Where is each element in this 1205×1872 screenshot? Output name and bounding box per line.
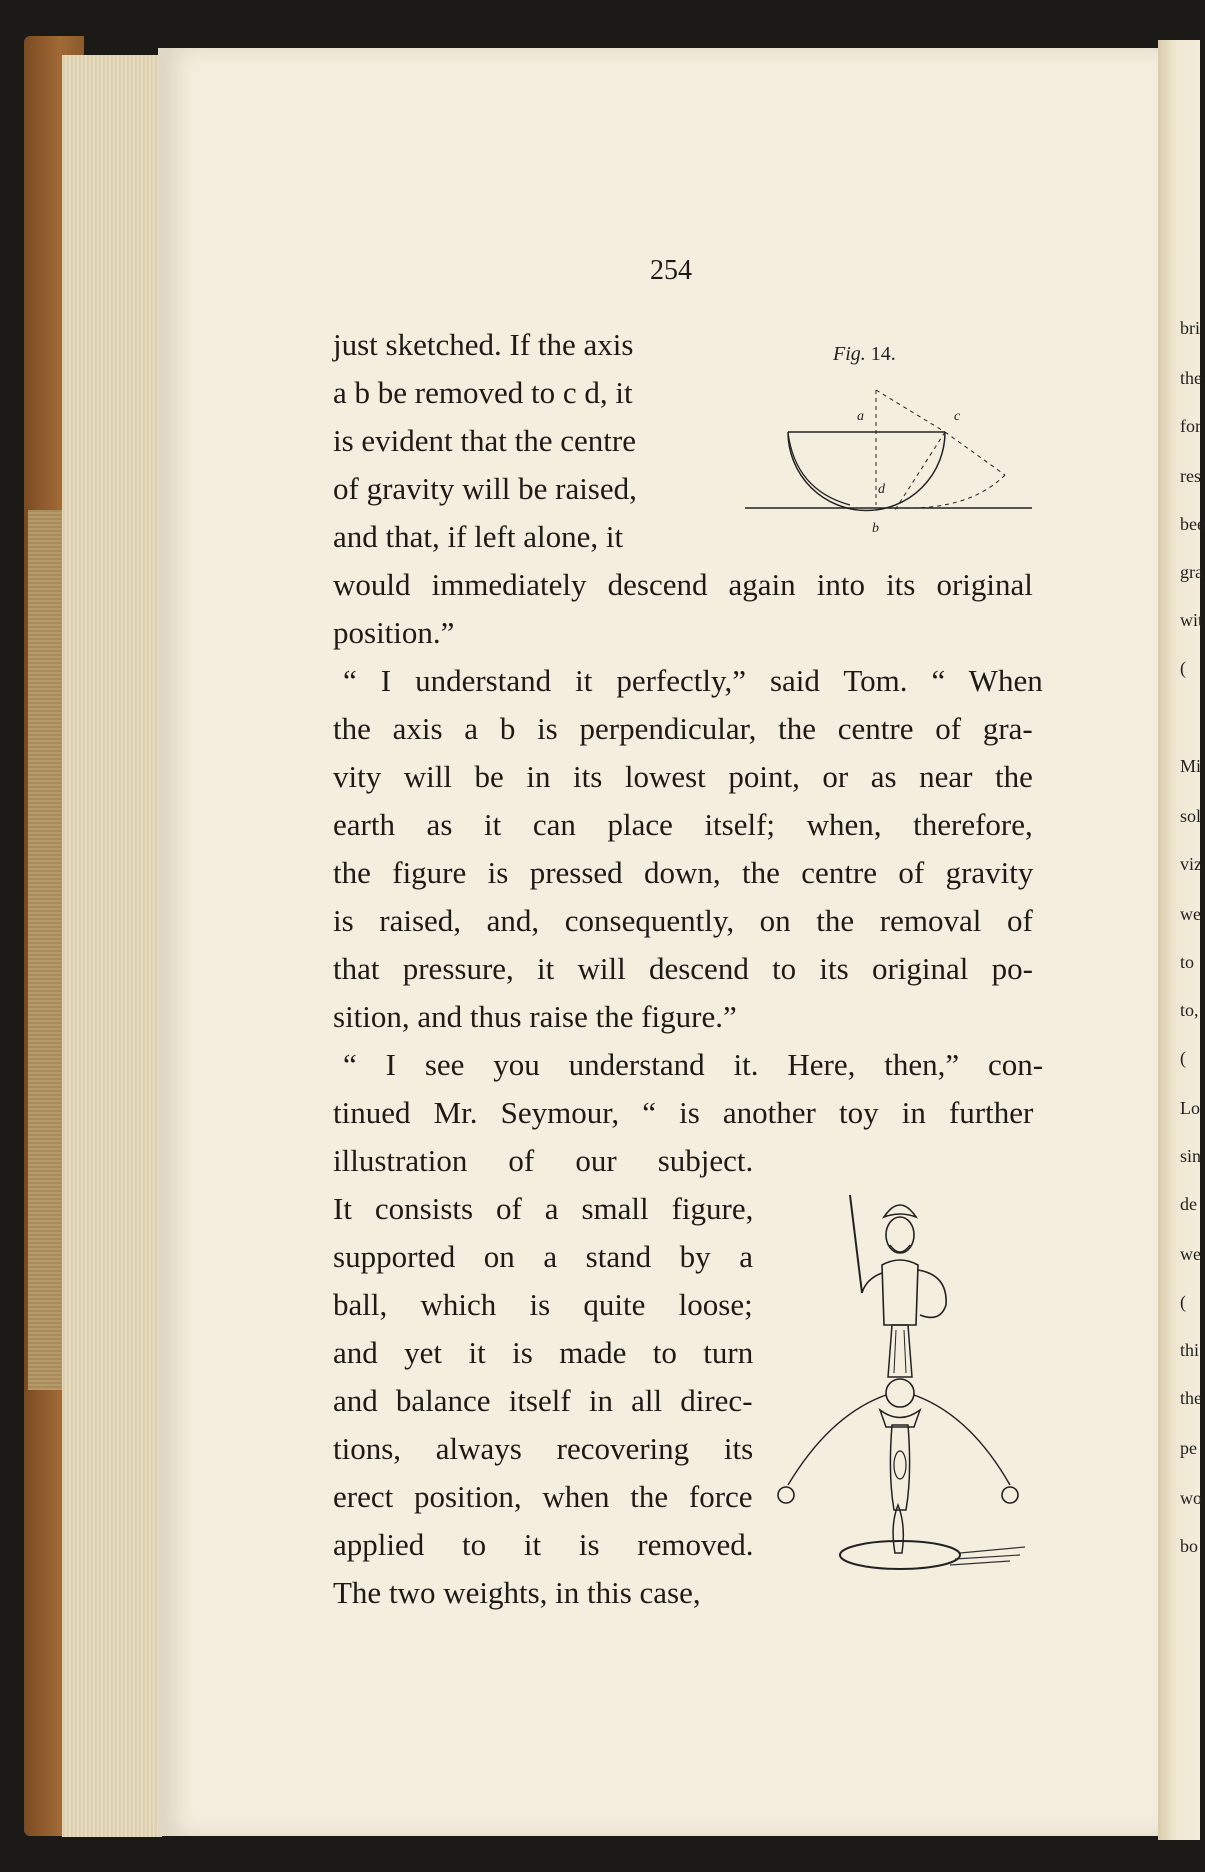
facing-page-fragments xyxy=(1180,0,1205,1872)
text-line-10: vity will be in its lowest point, or as near the xyxy=(333,759,1033,794)
fragment: for xyxy=(1180,416,1201,436)
fragment: res xyxy=(1180,466,1201,486)
text-line-14: that pressure, it will descend to its original po- xyxy=(333,951,1033,986)
fragment: gra xyxy=(1180,562,1203,582)
fragment: viz xyxy=(1180,854,1202,874)
text-line-22: and yet it is made to turn xyxy=(333,1335,754,1370)
text-line-19: It consists of a small figure, xyxy=(333,1191,754,1226)
fragment: to, xyxy=(1180,1000,1199,1020)
figure-14-diagram xyxy=(740,370,1040,540)
label-d: d xyxy=(878,482,885,497)
figure-caption xyxy=(833,343,896,366)
fragment: the xyxy=(1180,1388,1202,1408)
text-line-6: would immediately descend again into its original xyxy=(333,567,1033,602)
figure-caption-number: 14. xyxy=(870,343,896,365)
fragment: ( xyxy=(1180,1048,1186,1068)
text-line-15: sition, and thus raise the figure.” xyxy=(333,999,737,1034)
text-line-5: and that, if left alone, it xyxy=(333,519,624,554)
figure-caption-prefix: Fig. xyxy=(833,343,866,365)
text-line-4: of gravity will be raised, xyxy=(333,471,637,506)
text-line-8: “ I understand it perfectly,” said Tom. “ When xyxy=(343,663,1043,698)
text-line-9: the axis a b is perpendicular, the centre of gra- xyxy=(333,711,1033,746)
fragment: bee xyxy=(1180,514,1205,534)
text-line-23: and balance itself in all direc- xyxy=(333,1383,753,1418)
fragment: the xyxy=(1180,368,1202,388)
text-line-17: tinued Mr. Seymour, “ is another toy in further xyxy=(333,1095,1034,1130)
text-line-21: ball, which is quite loose; xyxy=(333,1287,753,1322)
fragment: Mi xyxy=(1180,756,1202,776)
fragment: bo xyxy=(1180,1536,1198,1556)
fragment: wo xyxy=(1180,1488,1202,1508)
text-line-27: The two weights, in this case, xyxy=(333,1575,701,1610)
fragment: we xyxy=(1180,904,1201,924)
fragment: pe xyxy=(1180,1438,1197,1458)
text-line-11: earth as it can place itself; when, therefore, xyxy=(333,807,1033,842)
label-b: b xyxy=(872,521,879,536)
fragment: sin xyxy=(1180,1146,1202,1166)
fragment: to xyxy=(1180,952,1195,972)
fragment: de xyxy=(1180,1194,1197,1214)
fragment: Lo xyxy=(1180,1098,1200,1118)
fragment: wit xyxy=(1180,610,1204,630)
fragment: thi xyxy=(1180,1340,1200,1360)
page-number: 254 xyxy=(650,255,692,286)
fragment: sol xyxy=(1180,806,1202,826)
text-line-24: tions, always recovering its xyxy=(333,1431,754,1466)
text-line-26: applied to it is removed. xyxy=(333,1527,754,1562)
text-line-3: is evident that the centre xyxy=(333,423,636,458)
balancing-toy-illustration xyxy=(770,1155,1040,1595)
fragment: ( xyxy=(1180,1292,1186,1312)
text-line-12: the figure is pressed down, the centre of gravity xyxy=(333,855,1034,890)
label-c: c xyxy=(954,409,961,424)
text-line-13: is raised, and, consequently, on the removal of xyxy=(333,903,1033,938)
fragment: we xyxy=(1180,1244,1201,1264)
label-a: a xyxy=(857,409,864,424)
text-line-18: illustration of our subject. xyxy=(333,1143,754,1178)
text-line-20: supported on a stand by a xyxy=(333,1239,753,1274)
cloth-binding xyxy=(28,510,62,1390)
text-line-7: position.” xyxy=(333,615,455,650)
text-line-1: just sketched. If the axis xyxy=(333,327,634,362)
fragment: bri xyxy=(1180,318,1200,338)
fragment: ( xyxy=(1180,658,1186,678)
page-edges xyxy=(62,55,162,1837)
text-line-16: “ I see you understand it. Here, then,” con- xyxy=(343,1047,1044,1082)
text-line-2: a b be removed to c d, it xyxy=(333,375,633,410)
text-line-25: erect position, when the force xyxy=(333,1479,753,1514)
